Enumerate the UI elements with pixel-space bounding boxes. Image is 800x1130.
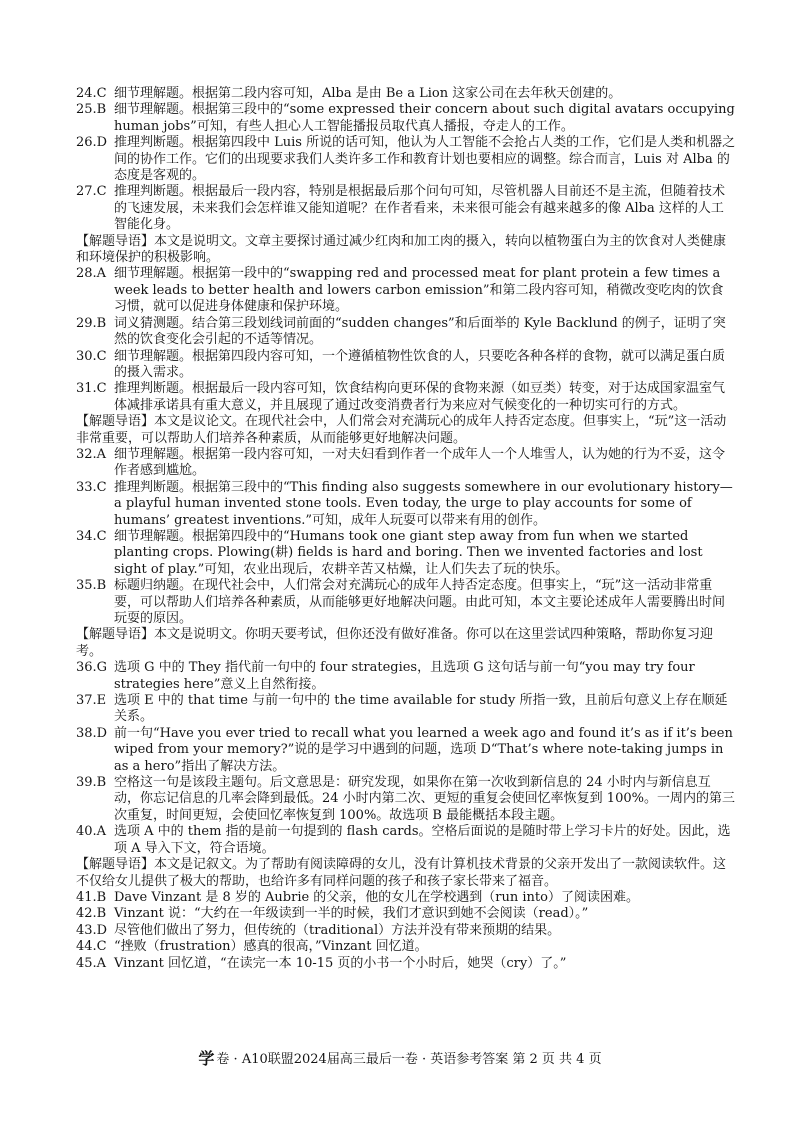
answer-explanation: 词义猜测题。结合第三段划线词前面的“sudden changes”和后面举的 Kyle Backlund 的例子，证明了突然的饮食变化会引起的不适等情况。 bbox=[114, 315, 726, 348]
answer-item bbox=[76, 726, 736, 775]
answer-item bbox=[76, 447, 736, 480]
answer-number: 36.G bbox=[76, 660, 108, 676]
answer-item bbox=[76, 381, 736, 414]
answer-explanation: 尽管他们做出了努力，但传统的（traditional）方法并没有带来预期的结果。 bbox=[114, 922, 561, 938]
section-guide: 【解题导语】本文是说明文。文章主要探讨通过减少红肉和加工肉的摄入，转向以植物蛋白为主的饮食对人类健康和环境保护的积极影响。 bbox=[76, 233, 727, 266]
answer-item bbox=[76, 184, 736, 233]
answer-number: 45.A bbox=[76, 955, 107, 971]
answer-number: 27.C bbox=[76, 184, 107, 200]
answer-explanation: 选项 G 中的 They 指代前一句中的 four strategies，且选项 G 这句话与前一句“you may try four strategies here”意义上自然衔接。 bbox=[114, 660, 695, 692]
answer-number: 39.B bbox=[76, 775, 107, 791]
answer-number: 30.C bbox=[76, 348, 107, 364]
answer-explanation: 细节理解题。根据第四段内容可知，一个遵循植物性饮食的人，只要吃各种各样的食物，就可以满足蛋白质的摄入需求。 bbox=[114, 348, 726, 380]
answer-number: 38.D bbox=[76, 725, 108, 741]
answer-item bbox=[76, 349, 736, 382]
answer-number: 34.C bbox=[76, 528, 107, 544]
answer-explanation: 推理判断题。根据第四段中 Luis 所说的话可知，他认为人工智能不会抢占人类的工作，它们是人类和机器之间的协作工作。它们的出现要求我们人类许多工作和教育计划也要相应的调整。综合而言，Luis 对 Alba 的态度是客观的。 bbox=[114, 135, 736, 184]
answer-explanation: 细节理解题。根据第一段中的“swapping red and processed meat for plant protein a few times a week leads to better health and lowers carbon emission”和第二段内容可知，稍微改变吃肉的饮食习惯，就可以促进身体健康和保护环境。 bbox=[114, 266, 724, 315]
answer-number: 43.D bbox=[76, 922, 108, 938]
answer-item bbox=[76, 693, 736, 726]
answer-item bbox=[76, 956, 736, 972]
answer-explanation: 推理判断题。根据最后一段内容，特别是根据最后那个问句可知，尽管机器人目前还不是主流，但随着技术的飞速发展，未来我们会怎样谁又能知道呢？在作者看来，未来很可能会有越来越多的像 Alba 这样的人工智能化身。 bbox=[114, 184, 726, 233]
answer-explanation: Vinzant 说：“大约在一年级读到一半的时候，我们才意识到她不会阅读（read）。” bbox=[114, 906, 589, 922]
answer-item bbox=[76, 529, 736, 578]
answer-number: 40.A bbox=[76, 824, 107, 840]
answer-list bbox=[76, 86, 736, 972]
answer-item bbox=[76, 578, 736, 627]
answer-number: 32.A bbox=[76, 446, 107, 462]
footer-text: 卷 · A10联盟2024届高三最后一卷 · 英语参考答案 第 2 页 共 4 页 bbox=[216, 1052, 602, 1067]
answer-item bbox=[76, 135, 736, 184]
answer-explanation: 细节理解题。根据第一段内容可知，一对夫妇看到作者一个成年人一个人堆雪人，认为她的行为不妥，这令作者感到尴尬。 bbox=[114, 446, 726, 479]
answer-explanation: Vinzant 回忆道，“在读完一本 10-15 页的小书一个小时后，她哭（cry）了。” bbox=[114, 955, 567, 971]
section-guide: 【解题导语】本文是说明文。你明天要考试，但你还没有做好准备。你可以在这里尝试四种策略，帮助你复习迎考。 bbox=[76, 627, 714, 659]
answer-explanation: 前一句“Have you ever tried to recall what you learned a week ago and found it’s as if it’s been wiped from your memory?”说的是学习中遇到的问题，选项 D“That’s where note-taking jumps in as a hero”指出了解决方法。 bbox=[114, 725, 733, 774]
answer-explanation: 细节理解题。根据第三段中的“some expressed their concern about such digital avatars occupying human jobs”可知，有些人担心人工智能播报员取代真人播报，夺走人的工作。 bbox=[114, 102, 735, 134]
answer-number: 29.B bbox=[76, 315, 107, 331]
answer-item bbox=[76, 316, 736, 349]
answer-explanation: 空格这一句是该段主题句。后文意思是：研究发现，如果你在第一次收到新信息的 24 小时内与新信息互动，你忘记信息的几率会降到最低。24 小时内第二次、更短的重复会使回忆率恢复到 100%。一周内的第三次重复，时间更短，会使回忆率恢复到 100%。故选项 B 最能概括本段主题。 bbox=[114, 775, 735, 823]
publisher-logo: 学 bbox=[198, 1049, 215, 1068]
answer-explanation: 推理判断题。根据第三段中的“This finding also suggests somewhere in our evolutionary history—a playful human invented stone tools. Even today, the urge to play accounts for some of humans’ greatest inventions.”可知，成年人玩耍可以带来有用的创作。 bbox=[114, 479, 733, 528]
answer-explanation: 推理判断题。根据最后一段内容可知，饮食结构向更环保的食物来源（如豆类）转变，对于达成国家温室气体减排承诺具有重大意义，并且展现了通过改变消费者行为来应对气候变化的一种切实可行的方式。 bbox=[114, 381, 726, 413]
answer-item bbox=[76, 86, 736, 102]
answer-number: 33.C bbox=[76, 479, 107, 495]
answer-number: 35.B bbox=[76, 578, 107, 594]
answer-number: 31.C bbox=[76, 381, 107, 397]
answer-explanation: 标题归纳题。在现代社会中，人们常会对充满玩心的成年人持否定态度。但事实上，“玩”这一活动非常重要，可以帮助人们培养各种素质，从而能够更好地解决问题。由此可知，本文主要论述成年人需要腾出时间玩耍的原因。 bbox=[114, 578, 726, 626]
answer-explanation: Dave Vinzant 是 8 岁的 Aubrie 的父亲，他的女儿在学校遇到（run into）了阅读困难。 bbox=[114, 889, 639, 905]
answer-item bbox=[76, 480, 736, 529]
answer-item bbox=[76, 890, 736, 906]
section-guide: 【解题导语】本文是记叙文。为了帮助有阅读障碍的女儿，没有计算机技术背景的父亲开发出了一款阅读软件。这不仅给女儿提供了极大的帮助，也给许多有同样问题的孩子和孩子家长带来了福音。 bbox=[76, 857, 727, 889]
answer-number: 28.A bbox=[76, 266, 107, 282]
answer-explanation: “挫败（frustration）感真的很高，”Vinzant 回忆道。 bbox=[114, 939, 428, 955]
answer-item bbox=[76, 939, 736, 955]
answer-explanation: 细节理解题。根据第二段内容可知，Alba 是由 Be a Lion 这家公司在去年秋天创建的。 bbox=[114, 86, 622, 101]
answer-explanation: 选项 A 中的 them 指的是前一句提到的 flash cards。空格后面说的是随时带上学习卡片的好处。因此，选项 A 导入下文，符合语境。 bbox=[114, 824, 731, 856]
answer-number: 41.B bbox=[76, 889, 107, 905]
answer-number: 24.C bbox=[76, 86, 107, 101]
answer-explanation: 细节理解题。根据第四段中的“Humans took one giant step away from fun when we started planting crops. Plowing(耕) fields is hard and boring. Then we invented factories and lost sight of play.”可知，农业出现后，农耕辛苦又枯燥，让人们失去了玩的快乐。 bbox=[114, 528, 703, 577]
answer-item bbox=[76, 775, 736, 824]
answer-item bbox=[76, 824, 736, 857]
answer-item bbox=[76, 102, 736, 135]
page-footer bbox=[0, 1046, 800, 1069]
answer-number: 26.D bbox=[76, 135, 108, 151]
answer-item bbox=[76, 266, 736, 315]
answer-item bbox=[76, 906, 736, 922]
answer-explanation: 选项 E 中的 that time 与前一句中的 the time available for study 所指一致，且前后句意义上存在顺延关系。 bbox=[114, 693, 728, 725]
answer-number: 44.C bbox=[76, 939, 107, 955]
answer-number: 42.B bbox=[76, 906, 107, 922]
answer-item bbox=[76, 660, 736, 693]
answer-number: 25.B bbox=[76, 102, 107, 118]
answer-number: 37.E bbox=[76, 693, 107, 709]
answer-item bbox=[76, 923, 736, 939]
section-guide: 【解题导语】本文是议论文。在现代社会中，人们常会对充满玩心的成年人持否定态度。但事实上，“玩”这一活动非常重要，可以帮助人们培养各种素质，从而能够更好地解决问题。 bbox=[76, 414, 727, 446]
